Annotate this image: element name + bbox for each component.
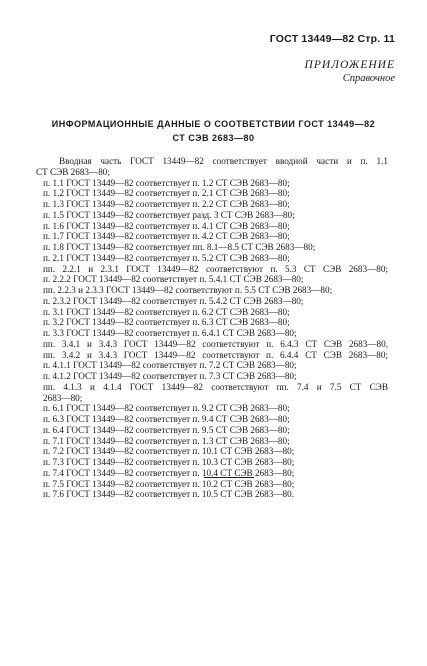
text-line: п. 4.1.1 ГОСТ 13449—82 соответствует п. 7.2 СТ СЭВ 2683—80; (43, 360, 297, 371)
text-line: 2683—80; (43, 392, 83, 403)
document-title (20, 117, 407, 145)
text-line: п. 1.2 ГОСТ 13449—82 соответствует п. 2.1 СТ СЭВ 2683—80; (43, 188, 290, 199)
text-line: п. 7.3 ГОСТ 13449—82 соответствует п. 10.3 СТ СЭВ 2683—80; (43, 457, 295, 467)
text-line: п. 7.1 ГОСТ 13449—82 соответствует п. 1.3 СТ СЭВ 2683—80; (43, 435, 290, 446)
text-line: п. 6.1 ГОСТ 13449—82 соответствует п. 9.2 СТ СЭВ 2683—80; (43, 403, 290, 414)
text-line: п. 1.3 ГОСТ 13449—82 соответствует п. 2.2 СТ СЭВ 2683—80; (43, 199, 290, 209)
text-line: пп. 2.2.1 и 2.3.1 ГОСТ 13449—82 соответствуют п. 5.3 СТ СЭВ 2683—80; (43, 263, 388, 274)
text-line: п. 3.1 ГОСТ 13449—82 соответствует п. 6.2 СТ СЭВ 2683—80; (43, 306, 290, 317)
text-line: п. 2.1 ГОСТ 13449—82 соответствует п. 5.2 СТ СЭВ 2683—80; (43, 252, 290, 263)
text-line: п. 3.2 ГОСТ 13449—82 соответствует п. 6.3 СТ СЭВ 2683—80; (43, 317, 290, 328)
end-divider (204, 477, 254, 478)
correspondence-list (36, 156, 388, 500)
text-line: пп. 2.2.3 и 2.3.3 ГОСТ 13449—82 соответствуют п. 5.5 СТ СЭВ 2683—80; (43, 285, 333, 295)
text-line: п. 6.4 ГОСТ 13449—82 соответствует п. 9.5 СТ СЭВ 2683—80; (43, 424, 290, 435)
text-line: СТ СЭВ 2683—80; (36, 166, 110, 177)
text-line: п. 1.1 ГОСТ 13449—82 соответствует п. 1.2 СТ СЭВ 2683—80; (43, 177, 290, 188)
title-line-1: ИНФОРМАЦИОННЫЕ ДАННЫЕ О СООТВЕТСТВИИ ГОСТ 13449—82 (51, 119, 376, 129)
text-line: п. 1.7 ГОСТ 13449—82 соответствует п. 4.2 СТ СЭВ 2683—80; (43, 231, 290, 242)
text-line: п. 4.1.2 ГОСТ 13449—82 соответствует п. 7.3 СТ СЭВ 2683—80; (43, 371, 297, 381)
text-line: п. 1.6 ГОСТ 13449—82 соответствует п. 4.1 СТ СЭВ 2683—80; (43, 220, 290, 231)
text-line: п. 7.2 ГОСТ 13449—82 соответствует п. 10.1 СТ СЭВ 2683—80; (43, 446, 295, 457)
text-line: п. 7.6 ГОСТ 13449—82 соответствует п. 10.5 СТ СЭВ 2683—80. (43, 489, 295, 500)
text-line: пп. 4.1.3 и 4.1.4 ГОСТ 13449—82 соответствуют пп. 7.4 и 7.5 СТ СЭВ (43, 381, 388, 392)
text-line: Вводная часть ГОСТ 13449—82 соответствует вводной части и п. 1.1 (59, 156, 388, 166)
appendix-label (305, 58, 395, 86)
page-header: ГОСТ 13449—82 Стр. 11 (269, 33, 395, 45)
text-line: п. 3.3 ГОСТ 13449—82 соответствует п. 6.4.1 СТ СЭВ 2683—80; (43, 328, 297, 338)
text-line: п. 1.5 ГОСТ 13449—82 соответствует разд. 3 СТ СЭВ 2683—80; (43, 209, 295, 220)
text-line: п. 2.3.2 ГОСТ 13449—82 соответствует п. 5.4.2 СТ СЭВ 2683—80; (43, 295, 304, 306)
text-line: п. 1.8 ГОСТ 13449—82 соответствует пп. 8.1—8.5 СТ СЭВ 2683—80; (43, 242, 316, 252)
text-line: п. 7.5 ГОСТ 13449—82 соответствует п. 10.2 СТ СЭВ 2683—80; (43, 478, 295, 489)
text-line: пп. 3.4.2 и 3.4.3 ГОСТ 13449—82 соответствуют п. 6.4.4 СТ СЭВ 2683—80; (43, 349, 388, 360)
title-line-2: СТ СЭВ 2683—80 (172, 133, 255, 143)
appendix-type: Справочное (342, 73, 395, 84)
text-line: п. 6.3 ГОСТ 13449—82 соответствует п. 9.4 СТ СЭВ 2683—80; (43, 414, 290, 424)
appendix-title: ПРИЛОЖЕНИЕ (304, 59, 395, 71)
text-line: п. 2.2.2 ГОСТ 13449—82 соответствует п. 5.4.1 СТ СЭВ 2683—80; (43, 274, 304, 285)
text-line: пп. 3.4.1 и 3.4.3 ГОСТ 13449—82 соответствуют п. 6.4.3 СТ СЭВ 2683—80, (43, 338, 388, 349)
text-line: п. 7.4 ГОСТ 13449—82 соответствует п. 10.4 СТ СЭВ 2683—80; (43, 467, 295, 478)
